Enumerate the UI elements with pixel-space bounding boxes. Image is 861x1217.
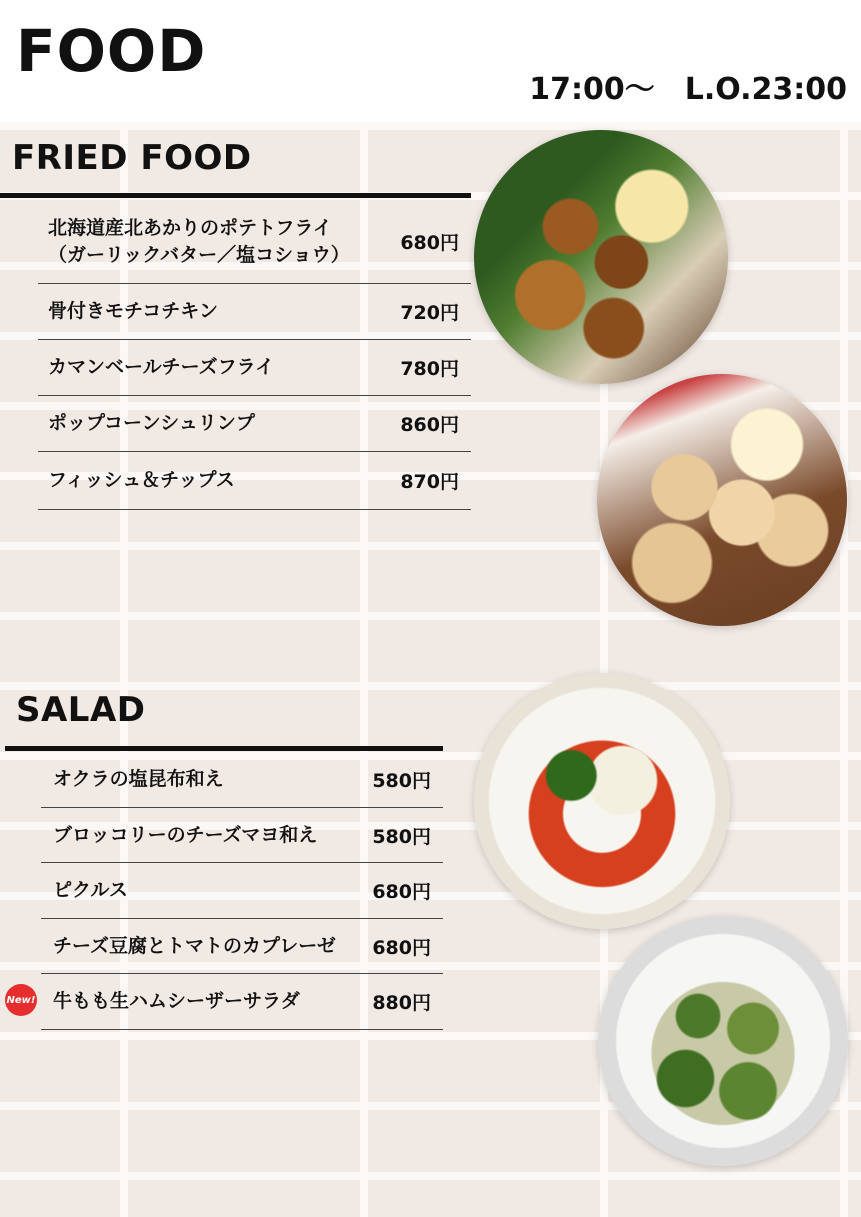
menu-item-price: 680円 bbox=[372, 936, 431, 959]
menu-item-price: 680円 bbox=[400, 232, 459, 254]
menu-item bbox=[38, 284, 471, 340]
menu-item-price: 780円 bbox=[400, 358, 459, 380]
menu-item-price: 580円 bbox=[372, 770, 431, 792]
new-badge: New! bbox=[5, 984, 37, 1016]
menu-item bbox=[41, 863, 443, 919]
menu-item bbox=[38, 340, 471, 396]
menu-item bbox=[38, 452, 471, 510]
menu-item-name: フィッシュ＆チップス bbox=[48, 469, 235, 492]
menu-item-name: カマンベールチーズフライ bbox=[48, 356, 275, 379]
menu-item-name: 北海道産北あかりのポテトフライ （ガーリックバター／塩コショウ） bbox=[48, 216, 350, 266]
menu-item-name: チーズ豆腐とトマトのカプレーゼ bbox=[53, 934, 336, 957]
menu-item-name: ブロッコリーのチーズマヨ和え bbox=[53, 823, 318, 846]
camembert-fry-photo bbox=[597, 374, 847, 626]
page-header bbox=[0, 0, 861, 122]
menu-item bbox=[41, 808, 443, 863]
caprese-photo bbox=[474, 673, 730, 929]
page-title: FOOD bbox=[16, 17, 207, 85]
menu-item bbox=[41, 919, 443, 974]
menu-item-name: 骨付きモチコチキン bbox=[48, 300, 219, 323]
menu-item-name: オクラの塩昆布和え bbox=[53, 768, 224, 791]
menu-item-price: 680円 bbox=[372, 881, 431, 903]
menu-item bbox=[38, 396, 471, 452]
menu-item bbox=[41, 974, 443, 1030]
menu-item-name: 牛もも生ハムシーザーサラダ bbox=[53, 990, 300, 1013]
menu-item-price: 880円 bbox=[372, 992, 431, 1014]
potato-fries-photo bbox=[474, 130, 728, 384]
opening-hours: 17:00～ L.O.23:00 bbox=[529, 72, 847, 107]
menu-item bbox=[38, 200, 471, 284]
section-divider bbox=[5, 746, 443, 751]
broccoli-salad-photo bbox=[598, 916, 848, 1166]
menu-item-price: 580円 bbox=[372, 825, 431, 848]
menu-item bbox=[41, 752, 443, 808]
menu-item-price: 870円 bbox=[400, 471, 459, 493]
menu-item-price: 860円 bbox=[400, 414, 459, 436]
menu-item-price: 720円 bbox=[400, 302, 459, 324]
section-divider bbox=[0, 193, 471, 198]
menu-item-name: ピクルス bbox=[53, 879, 128, 902]
section-title-salad: SALAD bbox=[16, 690, 146, 730]
section-title-fried-food: FRIED FOOD bbox=[12, 138, 252, 178]
menu-item-name: ポップコーンシュリンプ bbox=[48, 412, 255, 435]
